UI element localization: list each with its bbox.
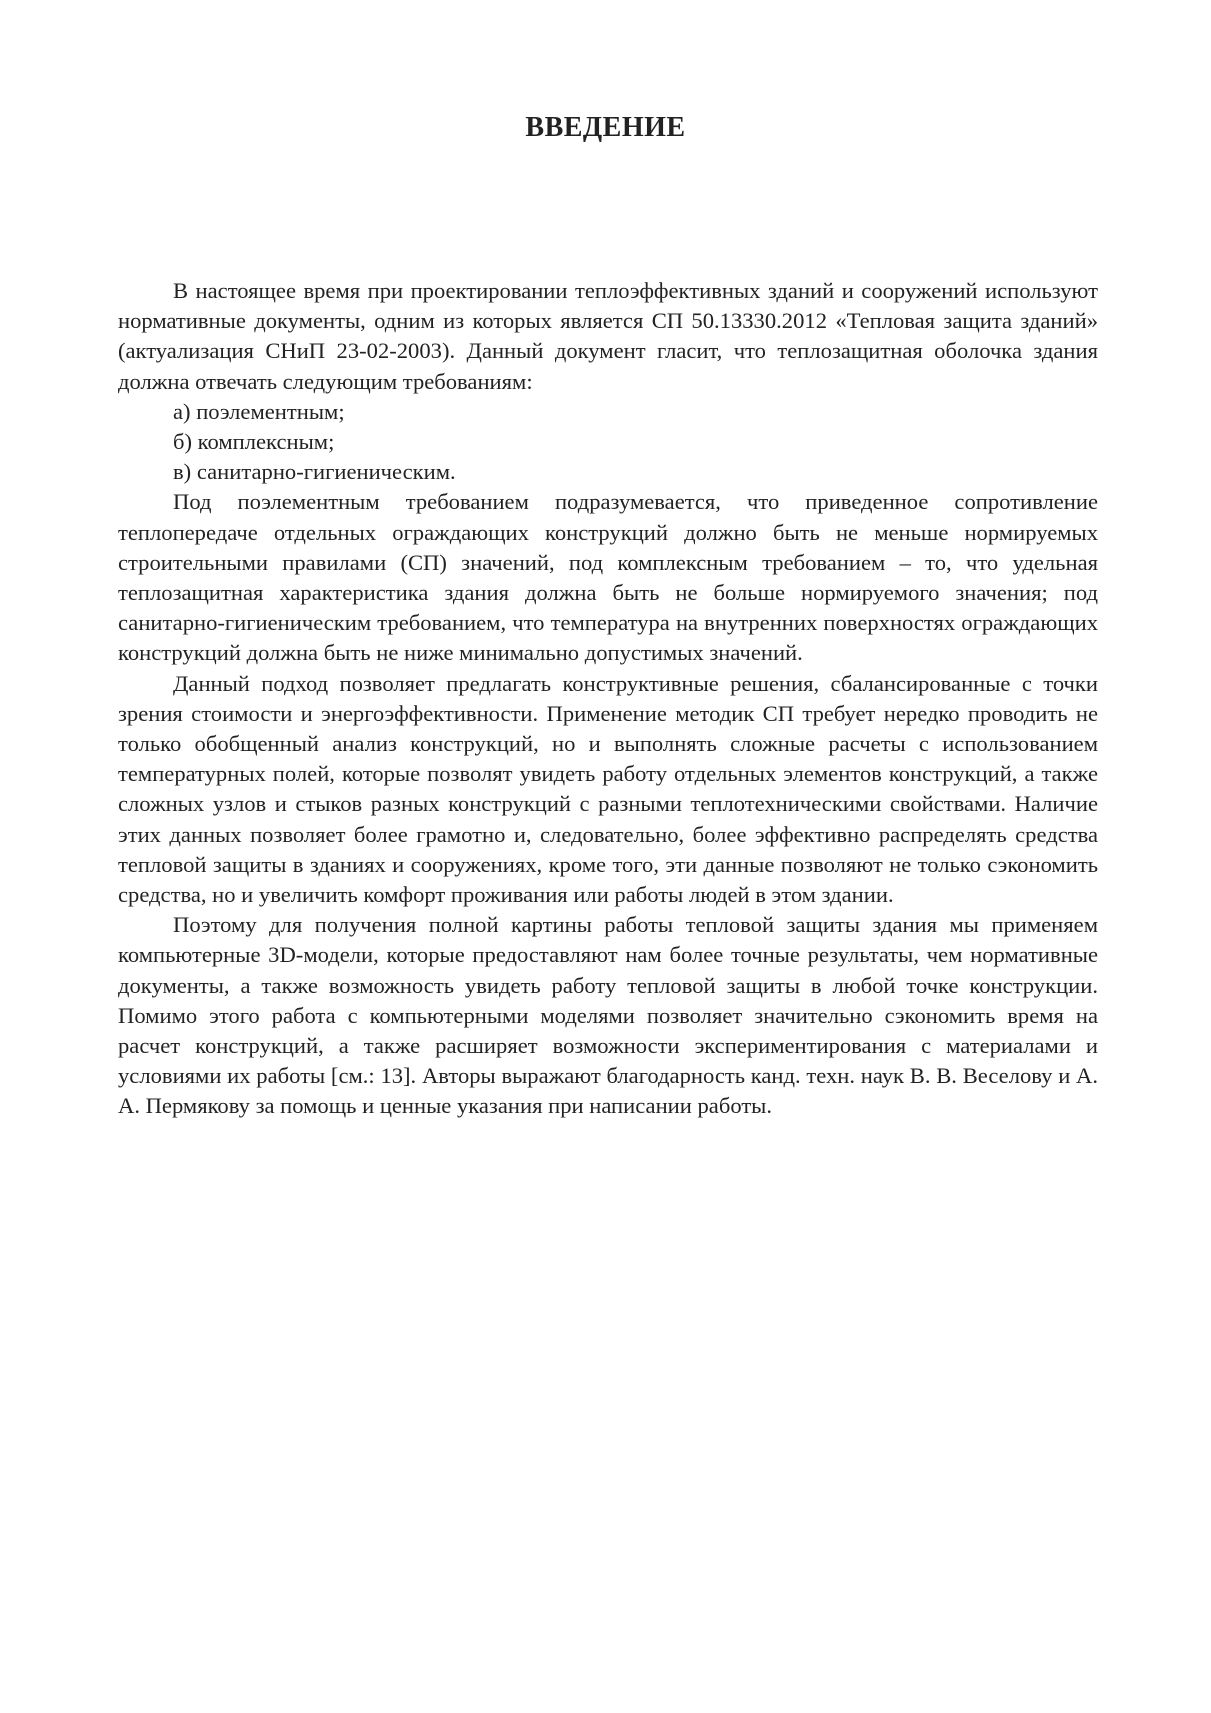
intro-paragraph: В настоящее время при проектировании теплоэффективных зданий и сооружений используют нормативные документы, одним из которых является СП 50.13330.2012 «Тепловая защита зданий» (актуализация СНиП 23-02-2003). Данный документ гласит, что теплозащитная оболочка здания должна отвечать следующим требованиям:: [118, 278, 1098, 394]
requirement-item: в) санитарно-гигиеническим.: [173, 459, 456, 485]
paragraph-3d-models: Поэтому для получения полной картины работы тепловой защиты здания мы применяем компьютерные 3D-модели, которые предоставляют нам более точные результаты, чем нормативные документы, а также возможность увидеть работу тепловой защиты в любой точке конструкции. Помимо этого работа с компьютерными моделями позволяет значительно сэкономить время на расчет конструкций, а также расширяет возможности экспериментирования с материалами и условиями их работы [см.: 13]. Авторы выражают благодарность канд. техн. наук В. В. Веселову и А. А. Пермякову за помощь и ценные указания при написании работы.: [118, 912, 1098, 1119]
requirement-item: б) комплексным;: [173, 429, 335, 455]
page-title: ВВЕДЕНИЕ: [525, 112, 686, 143]
paragraph-requirements-explained: Под поэлементным требованием подразумевается, что приведенное сопротивление теплопередаче отдельных ограждающих конструкций должно быть не меньше нормируемых строительными правилами (СП) значений, под комплексным требованием – то, что удельная теплозащитная характеристика здания должна быть не больше нормируемого значения; под санитарно-гигиеническим требованием, что температура на внутренних поверхностях ограждающих конструкций должна быть не ниже минимально допустимых значений.: [118, 489, 1098, 666]
paragraph-approach: Данный подход позволяет предлагать конструктивные решения, сбалансированные с точки зрения стоимости и энергоэффективности. Применение методик СП требует нередко проводить не только обобщенный анализ конструкций, но и выполнять сложные расчеты с использованием температурных полей, которые позволят увидеть работу отдельных элементов конструкций, а также сложных узлов и стыков разных конструкций с разными теплотехническими свойствами. Наличие этих данных позволяет более грамотно и, следовательно, более эффективно распределять средства тепловой защиты в зданиях и сооружениях, кроме того, эти данные позволяют не только сэкономить средства, но и увеличить комфорт проживания или работы людей в этом здании.: [118, 670, 1098, 908]
requirement-item: а) поэлементным;: [173, 398, 345, 424]
body-text: [118, 276, 1098, 1122]
